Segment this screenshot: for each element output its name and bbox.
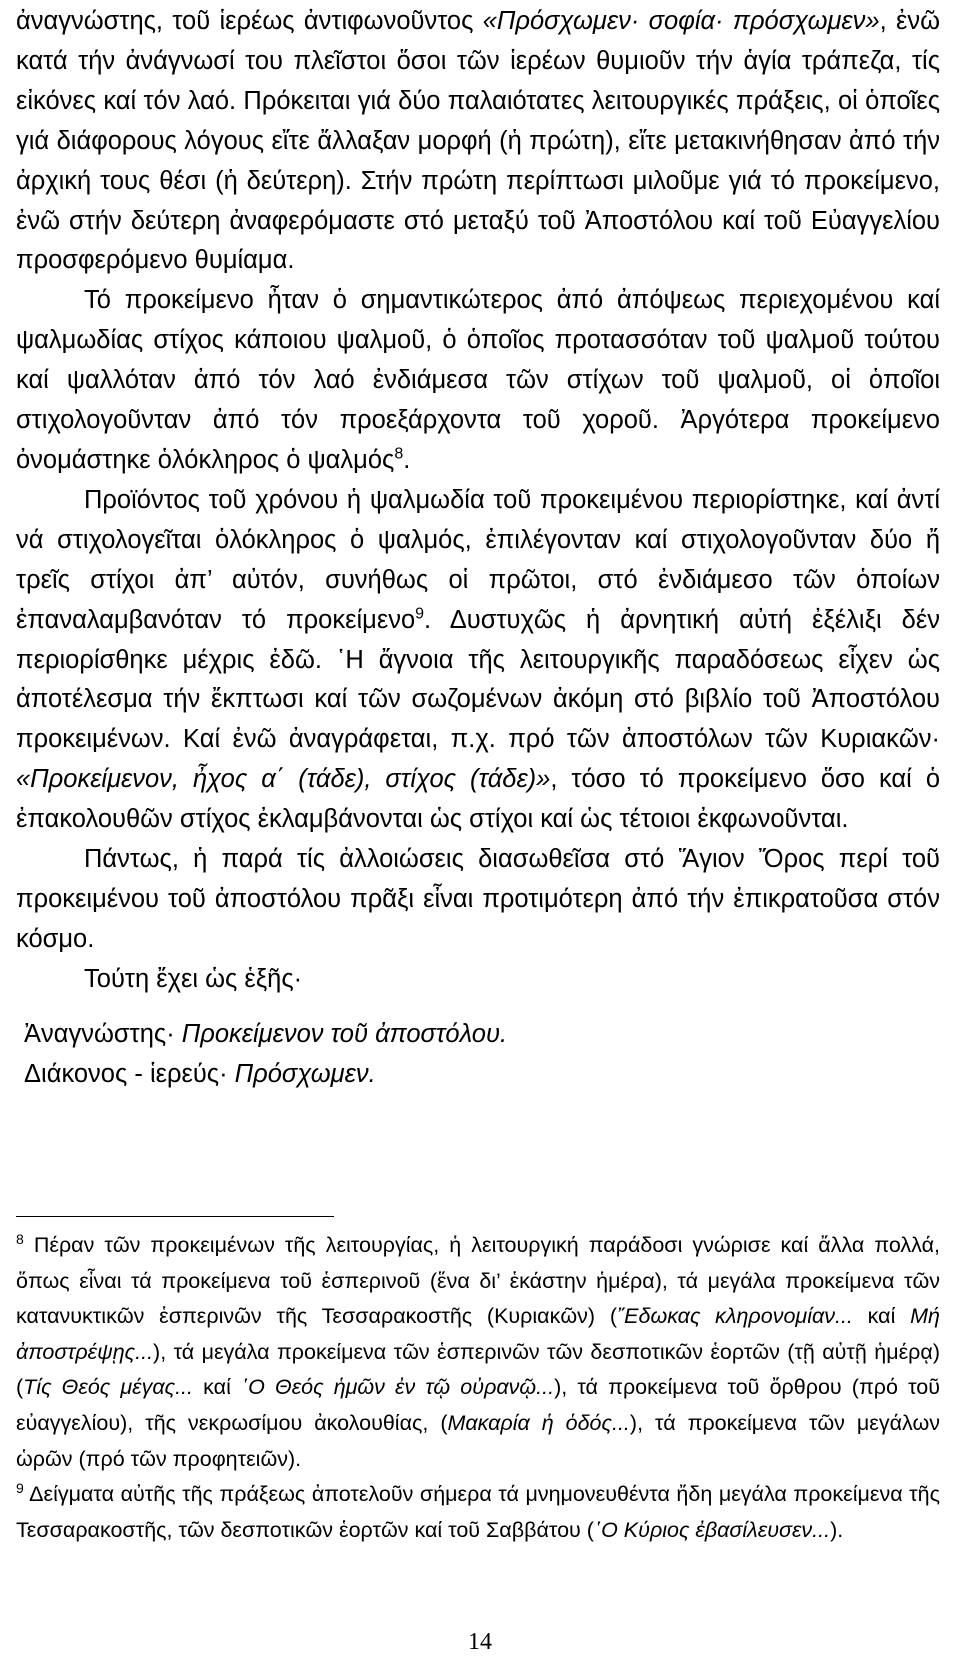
- footnote-ref-9[interactable]: 9: [415, 605, 425, 623]
- speaker-reader: Ἀναγνώστης·: [24, 1019, 182, 1048]
- footnote-8: $^8$ Πέραν τῶν προκειμένων τῆς λειτουργίας, ἡ λειτουργική παράδοσι γνώρισε καί ἄλλα πολλά, ὅπως εἶναι τά προκείμενα τοῦ ἑσπερινοῦ (ἕνα δι’ ἑκάστην ἡμέρα), τά μεγάλα προκείμενα τῶν κατανυκτικῶν ἑσπερινῶν τῆς Τεσσαρακοστῆς (Κυριακῶν) (῎Εδωκας κληρονομίαν... καί Μή ἀποστρέψῃς...), τά μεγάλα προκείμενα τῶν ἑσπερινῶν τῶν δεσποτικῶν ἑορτῶν (τῇ αὐτῇ ἡμέρᾳ) (Τίς Θεός μέγας... καί ῾Ο Θεός ἡμῶν ἐν τῷ οὐρανῷ...), τά προκείμενα τοῦ ὄρθρου (πρό τοῦ εὐαγγελίου), τῆς νεκρωσίμου ἀκολουθίας, (Μακαρία ἡ ὁδός...), τά προκείμενα τῶν μεγάλων ὡρῶν (πρό τῶν προφητειῶν).: [16, 1230, 941, 1471]
- deacon-text: Πρόσχωμεν.: [234, 1059, 376, 1088]
- page-number: 14: [468, 1629, 492, 1655]
- paragraph-2: Τό προκείμενο ἦταν ὁ σημαντικώτερος ἀπό ἀπόψεως περιεχομένου καί ψαλμωδίας στίχος κάποιου ψαλμοῦ, ὁ ὁποῖος προτασσόταν τοῦ ψαλμοῦ τούτου καί ψαλλόταν ἀπό τόν λαό ἐνδιάμεσα τῶν στίχων τοῦ ψαλμοῦ, οἱ ὁποῖοι στιχολογοῦνταν ἀπό τόν προεξάρχοντα τοῦ χοροῦ. Ἀργότερα προκείμενο ὀνομάστηκε ὁλόκληρος ὁ ψαλμός$^8$.: [16, 286, 940, 474]
- paragraph-1: ἀναγνώστης, τοῦ ἱερέως ἀντιφωνοῦντος «Πρόσχωμεν· σοφία· πρόσχωμεν», ἐνῶ κατά τήν ἀνάγνωσί του πλεῖστοι ὅσοι τῶν ἱερέων θυμιοῦν τήν ἁγία τράπεζα, τίς εἰκόνες καί τόν λαό. Πρόκειται γιά δύο παλαιότατες λειτουργικές πράξεις, οἱ ὁποῖες γιά διάφορους λόγους εἴτε ἄλλαξαν μορφή (ἡ πρώτη), εἴτε μετακινήθησαν ἀπό τήν ἀρχική τους θέσι (ἡ δεύτερη). Στήν πρώτη περίπτωσι μιλοῦμε γιά τό προκείμενο, ἐνῶ στήν δεύτερη ἀναφερόμαστε στό μεταξύ τοῦ Ἀποστόλου καί τοῦ Εὐαγγελίου προσφερόμενο θυμίαμα.: [16, 7, 940, 275]
- liturgical-dialogue: [16, 1015, 940, 1095]
- quoted-exclamation: «Πρόσχωμεν· σοφία· πρόσχωμεν»: [482, 7, 880, 35]
- footnote-ref-8[interactable]: 8: [394, 445, 404, 463]
- paragraph-4: Πάντως, ἡ παρά τίς ἀλλοιώσεις διασωθεῖσα στό Ἅγιον Ὄρος περί τοῦ προκειμένου τοῦ ἀποστόλου πρᾶξι εἶναι προτιμότερη ἀπό τήν ἐπικρατοῦσα στόν κόσμο.: [16, 845, 940, 953]
- reader-text: Προκείμενον τοῦ ἀποστόλου.: [181, 1019, 508, 1048]
- footnote-mark-8: 8: [16, 1230, 24, 1247]
- dialogue-line-deacon: [24, 1055, 940, 1095]
- main-text: [16, 2, 940, 1094]
- dialogue-line-reader: [24, 1015, 940, 1055]
- paragraph-5: Τούτη ἔχει ὡς ἑξῆς·: [84, 964, 303, 993]
- paragraph-3: Προϊόντος τοῦ χρόνου ἡ ψαλμωδία τοῦ προκειμένου περιορίστηκε, καί ἀντί νά στιχολογεῖται ὁλόκληρος ὁ ψαλμός, ἐπιλέγονταν καί στιχολογοῦνταν δύο ἤ τρεῖς στίχοι ἀπ’ αὐτόν, συνήθως οἱ πρῶτοι, στό ἐνδιάμεσο τῶν ὁποίων ἐπαναλαμβανόταν τό προκείμενο$^9$. Δυστυχῶς ἡ ἀρνητική αὐτή ἐξέλιξι δέν περιορίσθηκε μέχρις ἐδῶ. ῾Η ἄγνοια τῆς λειτουργικῆς παραδόσεως εἶχεν ὡς ἀποτέλεσμα τήν ἔκπτωσι καί τῶν σωζομένων ἀκόμη στό βιβλίο τοῦ Ἀποστόλου προκειμένων. Καί ἐνῶ ἀναγράφεται, π.χ. πρό τῶν ἀποστόλων τῶν Κυριακῶν· «Προκείμενον, ἦχος α΄ (τάδε), στίχος (τάδε)», τόσο τό προκείμενο ὅσο καί ὁ ἐπακολουθῶν στίχος ἐκλαμβάνονται ὡς στίχοι καί ὡς τέτοιοι ἐκφωνοῦνται.: [16, 485, 941, 834]
- footnote-9: $^9$ Δείγματα αὐτῆς τῆς πράξεως ἀποτελοῦν σήμερα τά μνημονευθέντα ἤδη μεγάλα προκείμενα τῆς Τεσσαρακοστῆς, τῶν δεσποτικῶν ἑορτῶν καί τοῦ Σαββάτου (῾Ο Κύριος ἐβασίλευσεν...).: [16, 1480, 940, 1542]
- footnote-mark-9: 9: [16, 1480, 24, 1496]
- quoted-rubric: «Προκείμενον, ἦχος α΄ (τάδε), στίχος (τάδε)»: [16, 765, 551, 794]
- footnotes: [16, 1228, 940, 1548]
- speaker-deacon: Διάκονος - ἱερεύς·: [24, 1059, 235, 1088]
- footnote-separator: [16, 1216, 334, 1217]
